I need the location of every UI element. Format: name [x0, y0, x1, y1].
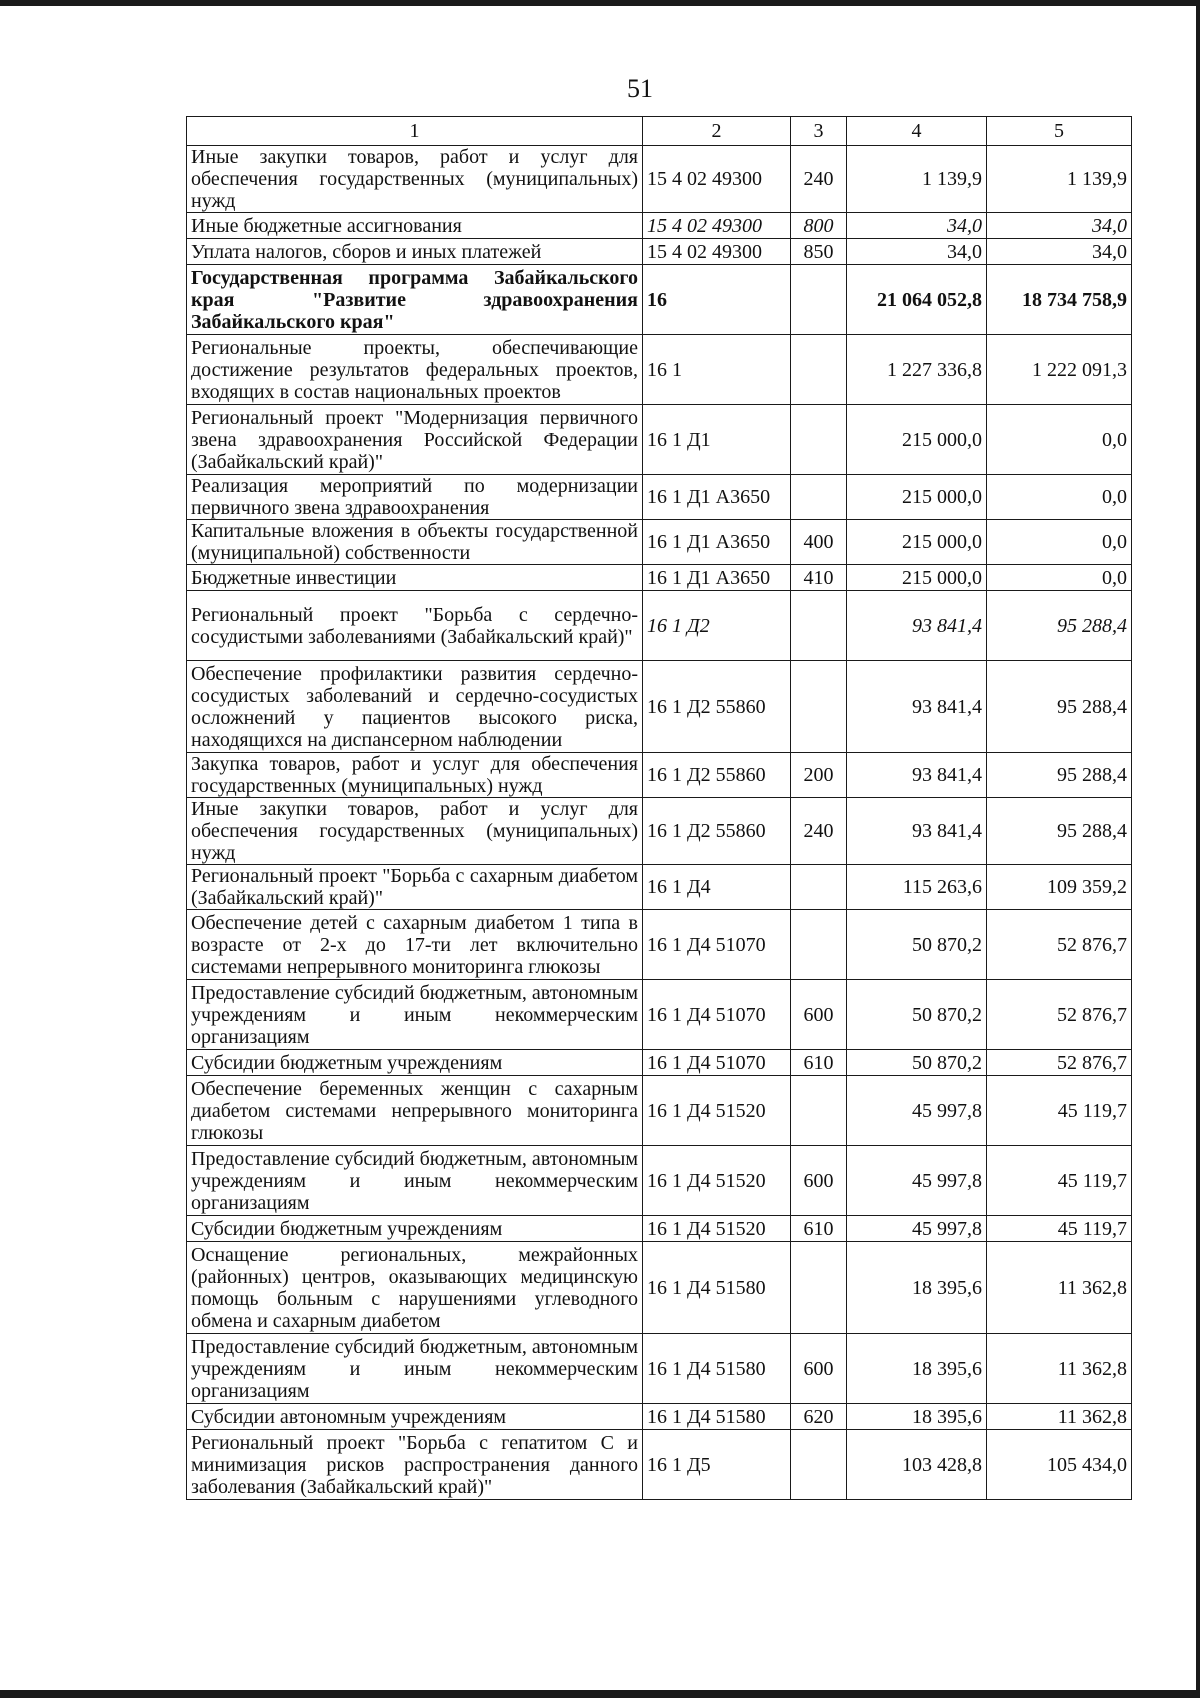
row-type-cell — [791, 1242, 847, 1334]
row-code-cell: 16 — [643, 265, 791, 335]
row-code-cell: 16 1 Д5 — [643, 1430, 791, 1500]
row-value-col4-cell: 215 000,0 — [847, 565, 987, 591]
row-value-col4-cell: 21 064 052,8 — [847, 265, 987, 335]
row-name-cell: Закупка товаров, работ и услуг для обеспечения государственных (муниципальных) нужд — [187, 753, 643, 798]
row-value-col4-cell: 18 395,6 — [847, 1334, 987, 1404]
row-value-col5-cell: 95 288,4 — [987, 753, 1132, 798]
row-type-cell — [791, 265, 847, 335]
row-name-cell: Региональный проект "Борьба с гепатитом С и минимизация рисков распространения данного заболевания (Забайкальский край)" — [187, 1430, 643, 1500]
table-row — [187, 980, 1132, 1050]
row-value-col4-cell: 115 263,6 — [847, 865, 987, 910]
row-type-cell: 610 — [791, 1050, 847, 1076]
row-type-cell — [791, 591, 847, 661]
table-row — [187, 520, 1132, 565]
table-row — [187, 475, 1132, 520]
row-type-cell: 400 — [791, 520, 847, 565]
row-code-cell: 16 1 Д1 А3650 — [643, 565, 791, 591]
row-type-cell: 240 — [791, 798, 847, 865]
row-name-cell: Региональный проект "Борьба с сахарным диабетом (Забайкальский край)" — [187, 865, 643, 910]
row-type-cell — [791, 405, 847, 475]
row-type-cell: 200 — [791, 753, 847, 798]
row-name-cell: Иные бюджетные ассигнования — [187, 213, 643, 239]
row-type-cell — [791, 335, 847, 405]
row-value-col4-cell: 93 841,4 — [847, 753, 987, 798]
row-code-cell: 16 1 Д2 55860 — [643, 753, 791, 798]
row-value-col4-cell: 93 841,4 — [847, 798, 987, 865]
row-value-col5-cell: 109 359,2 — [987, 865, 1132, 910]
scan-edge-bottom — [0, 1690, 1200, 1698]
row-value-col5-cell: 45 119,7 — [987, 1076, 1132, 1146]
row-value-col4-cell: 45 997,8 — [847, 1076, 987, 1146]
header-col-5: 5 — [987, 117, 1132, 146]
row-name-cell: Региональный проект "Модернизация первичного звена здравоохранения Российской Федерации (Забайкальский край)" — [187, 405, 643, 475]
table-row — [187, 1050, 1132, 1076]
row-type-cell — [791, 1430, 847, 1500]
row-value-col4-cell: 18 395,6 — [847, 1242, 987, 1334]
table-row — [187, 565, 1132, 591]
scan-edge-right — [1196, 0, 1200, 1698]
row-type-cell: 410 — [791, 565, 847, 591]
table-row — [187, 1146, 1132, 1216]
row-name-cell: Иные закупки товаров, работ и услуг для обеспечения государственных (муниципальных) нужд — [187, 146, 643, 213]
row-value-col5-cell: 52 876,7 — [987, 980, 1132, 1050]
row-value-col5-cell: 11 362,8 — [987, 1334, 1132, 1404]
row-type-cell: 600 — [791, 980, 847, 1050]
table-row — [187, 239, 1132, 265]
row-type-cell — [791, 1076, 847, 1146]
row-code-cell: 16 1 Д2 55860 — [643, 798, 791, 865]
row-value-col5-cell: 18 734 758,9 — [987, 265, 1132, 335]
row-value-col4-cell: 34,0 — [847, 213, 987, 239]
row-value-col5-cell: 0,0 — [987, 565, 1132, 591]
scan-edge-top — [0, 0, 1200, 6]
row-type-cell: 240 — [791, 146, 847, 213]
row-name-cell: Предоставление субсидий бюджетным, автономным учреждениям и иным некоммерческим организациям — [187, 1334, 643, 1404]
row-type-cell: 850 — [791, 239, 847, 265]
row-name-cell: Предоставление субсидий бюджетным, автономным учреждениям и иным некоммерческим организациям — [187, 980, 643, 1050]
row-code-cell: 16 1 Д4 51070 — [643, 980, 791, 1050]
table-row — [187, 661, 1132, 753]
row-value-col5-cell: 95 288,4 — [987, 798, 1132, 865]
table-header — [187, 117, 1132, 146]
row-value-col4-cell: 45 997,8 — [847, 1146, 987, 1216]
row-type-cell — [791, 661, 847, 753]
row-name-cell: Региональные проекты, обеспечивающие достижение результатов федеральных проектов, входящих в состав национальных проектов — [187, 335, 643, 405]
table-row — [187, 405, 1132, 475]
row-code-cell: 16 1 Д4 51520 — [643, 1146, 791, 1216]
row-code-cell: 16 1 Д4 51580 — [643, 1404, 791, 1430]
row-name-cell: Предоставление субсидий бюджетным, автономным учреждениям и иным некоммерческим организациям — [187, 1146, 643, 1216]
row-value-col5-cell: 0,0 — [987, 405, 1132, 475]
row-value-col5-cell: 105 434,0 — [987, 1430, 1132, 1500]
header-col-3: 3 — [791, 117, 847, 146]
row-value-col4-cell: 18 395,6 — [847, 1404, 987, 1430]
row-name-cell: Реализация мероприятий по модернизации первичного звена здравоохранения — [187, 475, 643, 520]
row-type-cell: 610 — [791, 1216, 847, 1242]
row-type-cell — [791, 475, 847, 520]
table-row — [187, 753, 1132, 798]
row-name-cell: Субсидии бюджетным учреждениям — [187, 1050, 643, 1076]
table-row — [187, 591, 1132, 661]
row-name-cell: Обеспечение профилактики развития сердечно-сосудистых заболеваний и сердечно-сосудистых осложнений у пациентов высокого риска, находящихся на диспансерном наблюдении — [187, 661, 643, 753]
page-number: 51 — [627, 74, 653, 103]
row-code-cell: 16 1 Д1 — [643, 405, 791, 475]
table-row — [187, 1076, 1132, 1146]
header-row — [187, 117, 1132, 146]
table-row — [187, 213, 1132, 239]
row-code-cell: 15 4 02 49300 — [643, 213, 791, 239]
row-value-col5-cell: 1 139,9 — [987, 146, 1132, 213]
row-type-cell: 800 — [791, 213, 847, 239]
row-value-col5-cell: 34,0 — [987, 213, 1132, 239]
row-code-cell: 15 4 02 49300 — [643, 239, 791, 265]
row-name-cell: Оснащение региональных, межрайонных (районных) центров, оказывающих медицинскую помощь больным с нарушениями углеводного обмена и сахарным диабетом — [187, 1242, 643, 1334]
row-value-col4-cell: 215 000,0 — [847, 520, 987, 565]
table-row — [187, 265, 1132, 335]
row-code-cell: 16 1 Д4 51070 — [643, 1050, 791, 1076]
row-value-col4-cell: 215 000,0 — [847, 475, 987, 520]
row-value-col5-cell: 45 119,7 — [987, 1216, 1132, 1242]
row-value-col4-cell: 50 870,2 — [847, 1050, 987, 1076]
row-value-col5-cell: 34,0 — [987, 239, 1132, 265]
row-value-col5-cell: 1 222 091,3 — [987, 335, 1132, 405]
row-type-cell — [791, 910, 847, 980]
table-row — [187, 1242, 1132, 1334]
table-row — [187, 1334, 1132, 1404]
table-row — [187, 1430, 1132, 1500]
table-body — [187, 146, 1132, 1500]
row-name-cell: Субсидии бюджетным учреждениям — [187, 1216, 643, 1242]
row-value-col4-cell: 34,0 — [847, 239, 987, 265]
row-name-cell: Капитальные вложения в объекты государственной (муниципальной) собственности — [187, 520, 643, 565]
row-value-col4-cell: 50 870,2 — [847, 980, 987, 1050]
row-name-cell: Обеспечение детей с сахарным диабетом 1 типа в возрасте от 2-х до 17-ти лет включительно системами непрерывного мониторинга глюкозы — [187, 910, 643, 980]
row-code-cell: 16 1 Д4 51070 — [643, 910, 791, 980]
row-value-col5-cell: 0,0 — [987, 475, 1132, 520]
budget-table — [186, 116, 1132, 1500]
table-row — [187, 865, 1132, 910]
row-code-cell: 16 1 Д4 — [643, 865, 791, 910]
row-name-cell: Обеспечение беременных женщин с сахарным диабетом системами непрерывного мониторинга глюкозы — [187, 1076, 643, 1146]
header-col-1: 1 — [187, 117, 643, 146]
row-value-col4-cell: 215 000,0 — [847, 405, 987, 475]
row-code-cell: 16 1 Д1 А3650 — [643, 475, 791, 520]
row-name-cell: Иные закупки товаров, работ и услуг для обеспечения государственных (муниципальных) нужд — [187, 798, 643, 865]
row-code-cell: 16 1 Д4 51520 — [643, 1216, 791, 1242]
row-code-cell: 16 1 Д4 51580 — [643, 1334, 791, 1404]
row-value-col4-cell: 93 841,4 — [847, 661, 987, 753]
row-value-col5-cell: 52 876,7 — [987, 1050, 1132, 1076]
row-code-cell: 16 1 — [643, 335, 791, 405]
row-code-cell: 15 4 02 49300 — [643, 146, 791, 213]
row-name-cell: Уплата налогов, сборов и иных платежей — [187, 239, 643, 265]
row-value-col5-cell: 11 362,8 — [987, 1404, 1132, 1430]
row-type-cell — [791, 865, 847, 910]
row-name-cell: Региональный проект "Борьба с сердечно-сосудистыми заболеваниями (Забайкальский край)" — [187, 591, 643, 661]
row-value-col5-cell: 95 288,4 — [987, 661, 1132, 753]
row-code-cell: 16 1 Д2 55860 — [643, 661, 791, 753]
row-code-cell: 16 1 Д2 — [643, 591, 791, 661]
row-code-cell: 16 1 Д4 51520 — [643, 1076, 791, 1146]
row-code-cell: 16 1 Д4 51580 — [643, 1242, 791, 1334]
table-row — [187, 1216, 1132, 1242]
table-row — [187, 910, 1132, 980]
row-value-col5-cell: 45 119,7 — [987, 1146, 1132, 1216]
row-value-col4-cell: 93 841,4 — [847, 591, 987, 661]
row-name-cell: Бюджетные инвестиции — [187, 565, 643, 591]
row-type-cell: 620 — [791, 1404, 847, 1430]
row-value-col5-cell: 11 362,8 — [987, 1242, 1132, 1334]
row-value-col4-cell: 1 227 336,8 — [847, 335, 987, 405]
row-value-col5-cell: 52 876,7 — [987, 910, 1132, 980]
row-type-cell: 600 — [791, 1146, 847, 1216]
row-value-col4-cell: 50 870,2 — [847, 910, 987, 980]
row-value-col4-cell: 1 139,9 — [847, 146, 987, 213]
table-row — [187, 1404, 1132, 1430]
header-col-2: 2 — [643, 117, 791, 146]
row-name-cell: Субсидии автономным учреждениям — [187, 1404, 643, 1430]
row-value-col4-cell: 45 997,8 — [847, 1216, 987, 1242]
row-name-cell: Государственная программа Забайкальского края "Развитие здравоохранения Забайкальского края" — [187, 265, 643, 335]
table-row — [187, 146, 1132, 213]
row-value-col4-cell: 103 428,8 — [847, 1430, 987, 1500]
row-type-cell: 600 — [791, 1334, 847, 1404]
table-row — [187, 798, 1132, 865]
header-col-4: 4 — [847, 117, 987, 146]
row-code-cell: 16 1 Д1 А3650 — [643, 520, 791, 565]
table-row — [187, 335, 1132, 405]
row-value-col5-cell: 95 288,4 — [987, 591, 1132, 661]
row-value-col5-cell: 0,0 — [987, 520, 1132, 565]
